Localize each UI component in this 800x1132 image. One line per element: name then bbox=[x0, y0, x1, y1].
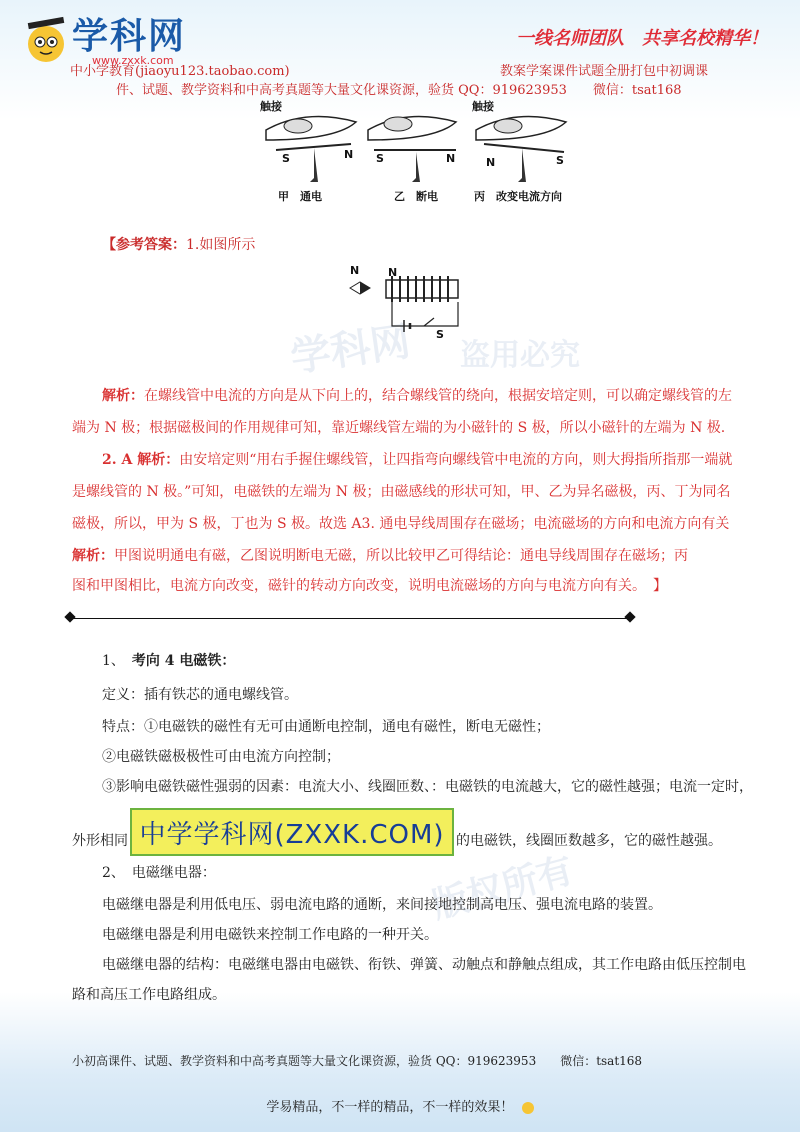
section-divider bbox=[70, 618, 630, 619]
caption-bing: 丙 改变电流方向 bbox=[474, 190, 562, 203]
relay-heading: 2、 电磁继电器： bbox=[102, 865, 216, 881]
caption-jia: 甲 通电 bbox=[278, 190, 322, 203]
analysis-paragraph-1: 解析：在螺线管中电流的方向是从下向上的，结合螺线管的绕向，根据安培定则，可以确定螺线管的左端为 N 极；根据磁极间的作用规律可知，靠近螺线管左端的为小磁针的 S 极，所以小磁针的左端为 N 极. bbox=[72, 388, 732, 436]
header-ad-line-1 bbox=[70, 60, 750, 79]
svg-text:N: N bbox=[344, 148, 354, 161]
answer-line bbox=[102, 234, 255, 254]
watermark-text: 学科网 bbox=[287, 318, 414, 382]
header-ad-right: 教案学案课件试题全册打包中初调课 bbox=[500, 64, 709, 79]
contact-label: 触接 bbox=[260, 100, 282, 113]
feature-4-right: 的电磁铁，线圈匝数越多，它的磁性越强。 bbox=[456, 833, 722, 849]
relay-text-2: 电磁继电器是利用电磁铁来控制工作电路的一种开关。 bbox=[102, 927, 438, 943]
svg-text:N: N bbox=[486, 156, 496, 169]
answer-label: 【参考答案： bbox=[102, 237, 186, 253]
feature-text: 特点：①电磁铁的磁性有无可由通断电控制，通电有磁性，断电无磁性； bbox=[102, 719, 550, 735]
svg-text:N: N bbox=[446, 152, 456, 165]
analysis-section bbox=[72, 380, 736, 600]
feature-3-text: ③影响电磁铁磁性强弱的因素：电流大小、线圈匝数、：电磁铁的电流越大，它的磁性越强；电流一定时， bbox=[102, 779, 753, 795]
solenoid-figure bbox=[348, 262, 468, 344]
relay-text-4: 路和高压工作电路组成。 bbox=[72, 987, 226, 1003]
section-heading: 1、 考向 4 电磁铁： bbox=[102, 653, 236, 669]
relay-text-3: 电磁继电器的结构：电磁继电器由电磁铁、衔铁、弹簧、动触点和静触点组成，其工作电路由低压控制电 bbox=[102, 957, 746, 973]
header-slogan: 一线名师团队 共享名校精华！ bbox=[516, 28, 768, 49]
answer-text: 1.如图所示 bbox=[186, 237, 256, 253]
diagram-bing bbox=[472, 100, 566, 203]
svg-text:S: S bbox=[556, 154, 564, 167]
contact-label: 触接 bbox=[472, 100, 494, 113]
analysis-label: 解析： bbox=[102, 388, 144, 404]
feature-4-left: 外形相同 bbox=[72, 833, 128, 849]
watermark-text: 盗用必究 bbox=[460, 338, 580, 373]
divider-diamond-left bbox=[64, 611, 75, 622]
pole-label-n: N bbox=[350, 264, 360, 277]
analysis-paragraph-3: 图和甲图相比，电流方向改变，磁针的转动方向改变，说明电流磁场的方向与电流方向有关。 】 bbox=[72, 578, 667, 594]
diagram-jia bbox=[260, 100, 356, 203]
svg-text:N: N bbox=[388, 266, 398, 279]
analysis-paragraph-2: 2. A 解析：由安培定则“用右手握住螺线管，让四指弯向螺线管中电流的方向，则大拇指所指那一端就是螺线管的 N 极。”可知，电磁铁的左端为 N 极；由磁感线的形状可知，甲、乙为异名磁极，丙、丁为同名磁极，所以，甲为 S 极，丁也为 S 极。故选 A3. 通电导线周围存在磁场；电流磁场的方向和电流方向有关解析：甲图说明通电有磁，乙图说明断电无磁，所以比较甲乙可得结论：通电导线周围存在磁场；丙 bbox=[72, 452, 733, 564]
svg-text:S: S bbox=[282, 152, 290, 165]
diagram-yi bbox=[368, 117, 456, 203]
watermark-text: 版权所有 bbox=[427, 849, 578, 927]
divider-diamond-right bbox=[624, 611, 635, 622]
svg-text:S: S bbox=[376, 152, 384, 165]
footer-tagline: 学易精品，不一样的精品，不一样的效果！ bbox=[0, 1096, 800, 1115]
switch-label-s: S bbox=[436, 328, 444, 341]
feature-2-text: ②电磁铁磁极极性可由电流方向控制； bbox=[102, 749, 340, 765]
header-ad-left: 中小学教育(jiaoyu123.taobao.com) bbox=[70, 64, 290, 79]
mascot-icon bbox=[18, 10, 78, 70]
header-ad-line-2: 件、试题、教学资料和中高考真题等大量文化课资源，验货 QQ：919623953 微信：tsat168 bbox=[116, 83, 682, 98]
experiment-figure bbox=[256, 100, 586, 208]
logo-text: 学科网 bbox=[72, 16, 187, 57]
footer-ad-line: 小初高课件、试题、教学资料和中高考真题等大量文化课资源，验货 QQ：919623953 微信：tsat168 bbox=[72, 1054, 643, 1068]
zxxk-watermark-banner: 中学学科网(ZXXK.COM) bbox=[130, 808, 454, 856]
caption-yi: 乙 断电 bbox=[394, 190, 438, 203]
definition-text: 定义：插有铁芯的通电螺线管。 bbox=[102, 687, 298, 703]
relay-text-1: 电磁继电器是利用低电压、弱电流电路的通断，来间接地控制高电压、强电流电路的装置。 bbox=[102, 897, 662, 913]
logo-url: www.zxxk.com bbox=[92, 54, 174, 67]
mascot-small-icon bbox=[522, 1102, 534, 1114]
